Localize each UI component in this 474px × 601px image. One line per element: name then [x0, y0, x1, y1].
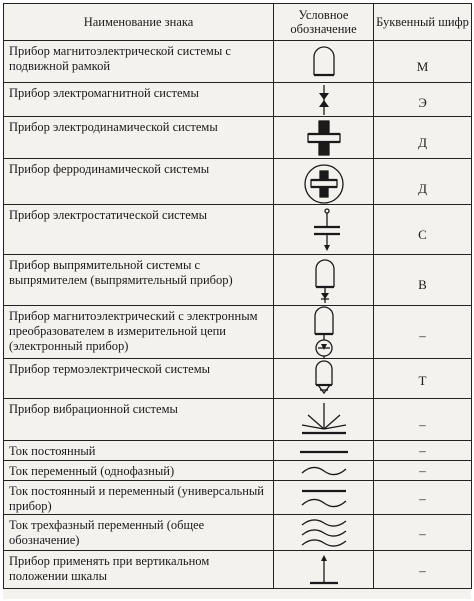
- row-code: –: [419, 463, 426, 478]
- table-row: [4, 117, 472, 159]
- table-row: [4, 306, 472, 359]
- table-row: [4, 399, 472, 441]
- table-row: [4, 255, 472, 306]
- table-row: [4, 515, 472, 551]
- row-name: Прибор применять при вертикальном положении шкалы: [4, 551, 274, 589]
- row-name: Ток переменный (однофазный): [4, 461, 274, 481]
- row-name: Прибор электростатической системы: [4, 205, 274, 255]
- electrostatic-icon: [274, 205, 374, 255]
- row-code: –: [419, 526, 426, 541]
- ac-icon: [274, 461, 374, 481]
- row-code: –: [419, 443, 426, 458]
- row-name: Прибор магнитоэлектрической системы с подвижной рамкой: [4, 41, 274, 83]
- row-name: Прибор электромагнитной системы: [4, 83, 274, 117]
- dc-icon: [274, 441, 374, 461]
- header-code: Буквенный шифр: [374, 4, 472, 41]
- table-row: [4, 359, 472, 399]
- row-code: –: [419, 417, 426, 432]
- row-name: Прибор электродинамической системы: [4, 117, 274, 159]
- row-code: Д: [418, 181, 427, 196]
- rectifier-icon: [274, 255, 374, 306]
- table-row: [4, 205, 472, 255]
- row-name: Ток трехфазный переменный (общее обозначение): [4, 515, 274, 551]
- row-code: В: [418, 277, 427, 292]
- ac-dc-icon: [274, 481, 374, 515]
- row-name: Ток постоянный и переменный (универсальный прибор): [4, 481, 274, 515]
- row-code: –: [419, 491, 426, 506]
- row-name: Ток постоянный: [4, 441, 274, 461]
- row-code: Т: [418, 373, 427, 388]
- row-code: –: [419, 563, 426, 578]
- row-code: Э: [418, 95, 427, 110]
- moving-iron-icon: [274, 83, 374, 117]
- table-row: [4, 41, 472, 83]
- moving-coil-icon: [274, 41, 374, 83]
- row-code: Д: [418, 135, 427, 150]
- table-row: [4, 461, 472, 481]
- vibration-icon: [274, 399, 374, 441]
- symbols-table: [3, 3, 472, 589]
- row-name: Прибор магнитоэлектрический с электронным преобразователем в измерительной цепи (электронный прибор): [4, 306, 274, 359]
- row-name: Прибор выпрямительной системы с выпрямителем (выпрямительный прибор): [4, 255, 274, 306]
- thermoelectric-icon: [274, 359, 374, 399]
- row-code: С: [418, 227, 427, 242]
- vertical-scale-icon: [274, 551, 374, 589]
- header-symbol: Условное обозначение: [274, 4, 374, 41]
- symbols-table-page: [3, 3, 471, 599]
- table-row: [4, 551, 472, 589]
- electronic-converter-icon: [274, 306, 374, 359]
- row-name: Прибор термоэлектрической системы: [4, 359, 274, 399]
- row-code: М: [416, 59, 429, 74]
- header-name: Наименование знака: [4, 4, 274, 41]
- table-row: [4, 159, 472, 205]
- row-name: Прибор ферродинамической системы: [4, 159, 274, 205]
- table-row: [4, 83, 472, 117]
- table-header-row: [4, 4, 472, 41]
- three-phase-icon: [274, 515, 374, 551]
- table-row: [4, 441, 472, 461]
- table-row: [4, 481, 472, 515]
- electrodynamic-icon: [274, 117, 374, 159]
- row-name: Прибор вибрационной системы: [4, 399, 274, 441]
- row-code: –: [419, 328, 426, 343]
- ferrodynamic-icon: [274, 159, 374, 205]
